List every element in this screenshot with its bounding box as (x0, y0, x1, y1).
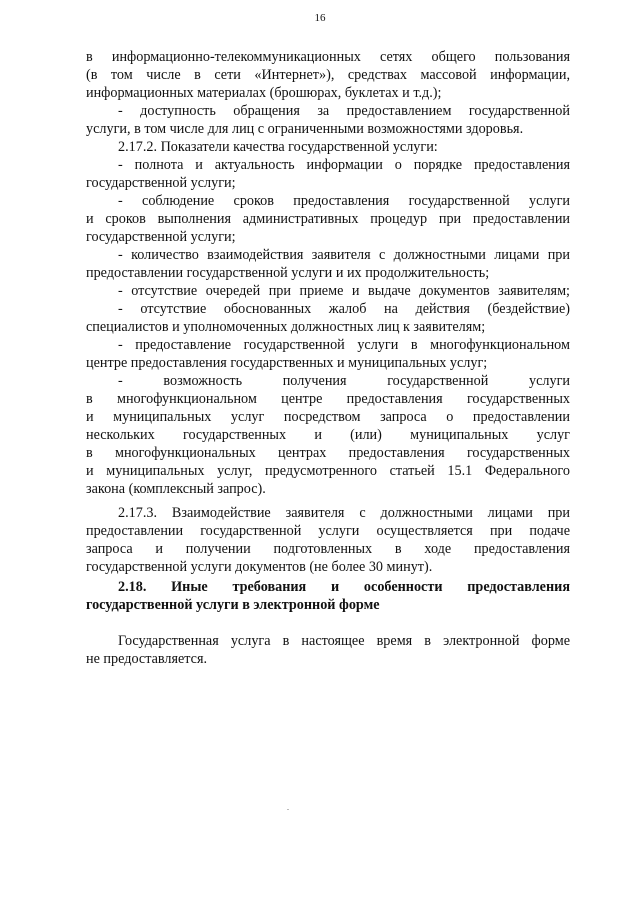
text-line: закона (комплексный запрос). (86, 481, 266, 497)
text-line: государственной услуги; (86, 229, 236, 245)
text-line: - отсутствие очередей при приеме и выдаче документов заявителям; (118, 283, 570, 299)
text-line: государственной услуги; (86, 175, 236, 191)
text-line: запроса и получении подготовленных в ходе предоставления (86, 541, 570, 557)
text-line: в многофункциональных центрах предоставления государственных (86, 445, 570, 461)
text-line: Государственная услуга в настоящее время в электронной форме (118, 633, 570, 649)
page-number: 16 (314, 12, 326, 24)
text-line: - возможность получения государственной услуги (118, 373, 570, 389)
text-line: предоставлении государственной услуги осуществляется при подаче (86, 523, 570, 539)
text-line: специалистов и уполномоченных должностных лиц к заявителям; (86, 319, 486, 335)
text-line: - соблюдение сроков предоставления государственной услуги (118, 193, 570, 209)
text-line: (в том числе в сети «Интернет»), средствах массовой информации, (86, 67, 570, 83)
section-2-17-3-heading: 2.17.3. Взаимодействие заявителя с должностными лицами при (118, 505, 570, 521)
text-line: - полнота и актуальность информации о порядке предоставления (118, 157, 570, 173)
text-line: и муниципальных услуг посредством запроса о предоставлении (86, 409, 570, 425)
text-line: не предоставляется. (86, 651, 208, 667)
text-line: государственной услуги документов (не более 30 минут). (86, 559, 433, 575)
text-line: центре предоставления государственных и муниципальных услуг; (86, 355, 488, 371)
section-2-17-2-heading: 2.17.2. Показатели качества государственной услуги: (118, 139, 438, 155)
text-line: в многофункциональном центре предоставления государственных (86, 391, 570, 407)
text-line: - доступность обращения за предоставлением государственной (118, 103, 570, 119)
text-line: в информационно-телекоммуникационных сетях общего пользования (86, 49, 570, 65)
text-line: - предоставление государственной услуги в многофункциональном (118, 337, 570, 353)
text-line: и сроков выполнения административных процедур при предоставлении (86, 211, 570, 227)
scan-speck (287, 809, 289, 810)
text-line: - отсутствие обоснованных жалоб на действия (бездействие) (118, 301, 570, 317)
text-line: - количество взаимодействия заявителя с должностными лицами при (118, 247, 570, 263)
text-line: информационных материалах (брошюрах, буклетах и т.д.); (86, 85, 442, 101)
text-line: предоставлении государственной услуги и их продолжительность; (86, 265, 490, 281)
text-line: и муниципальных услуг, предусмотренного статьей 15.1 Федерального (86, 463, 570, 479)
section-2-18-heading-cont: государственной услуги в электронной форме (86, 597, 380, 613)
text-line: услуги, в том числе для лиц с ограниченными возможностями здоровья. (86, 121, 524, 137)
section-2-18-heading: 2.18. Иные требования и особенности предоставления (118, 579, 570, 595)
text-line: нескольких государственных и (или) муниципальных услуг (86, 427, 570, 443)
